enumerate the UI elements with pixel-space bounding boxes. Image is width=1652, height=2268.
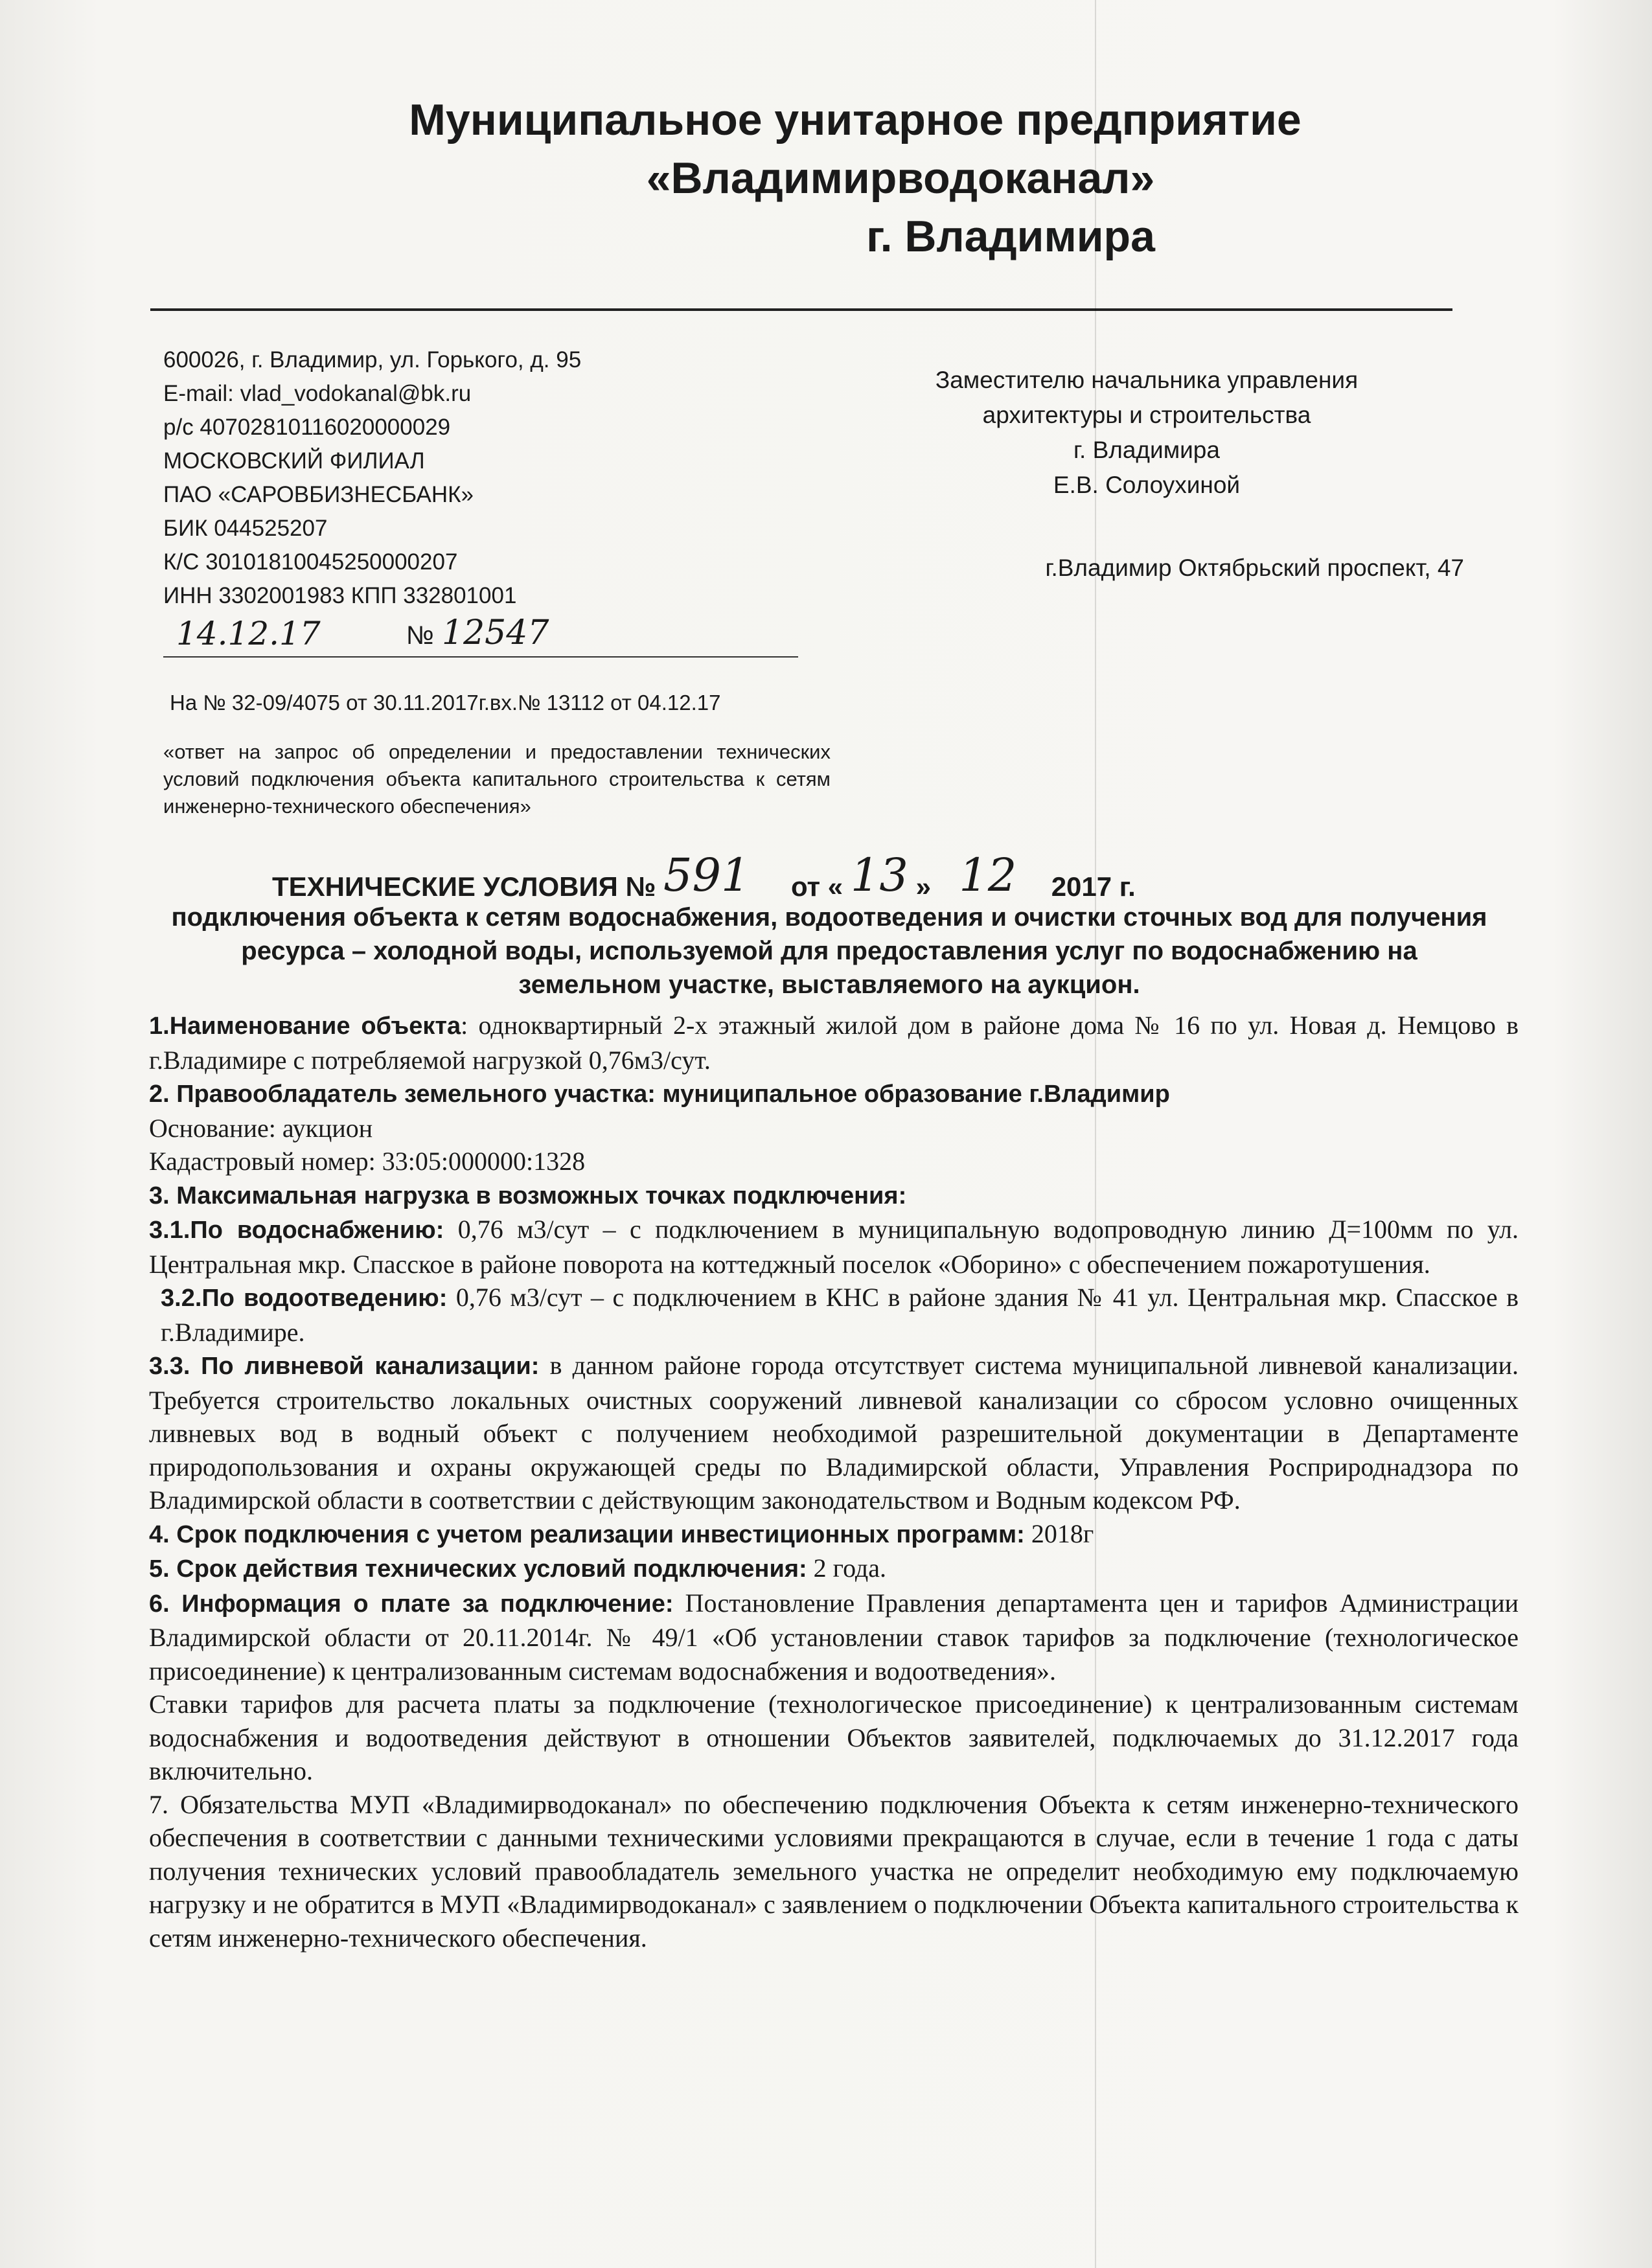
document-body	[149, 1009, 1519, 1954]
reference-line: На № 32-09/4075 от 30.11.2017г.вх.№ 13112 от 04.12.17	[170, 691, 721, 715]
item-2-label: 2. Правообладатель земельного участка: муниципальное образование г.Владимир	[149, 1081, 1170, 1108]
item-3-3-text: в данном районе города отсутствует система муниципальной ливневой канализации. Требуется строительство локальных очистных сооружений ливневой канализации со сбросом условно очищенных ливневых вод в водный объект с получением необходимой разрешительной документации в Департаменте природопользования и охраны окружающей среды по Владимирской области, Управления Росприроднадзора по Владимирской области в соответствии с действующим законодательством и Водным кодексом РФ.	[149, 1351, 1519, 1515]
requisite-line: БИК 044525207	[163, 516, 328, 541]
org-name-line3: г. Владимира	[866, 212, 1155, 261]
item-2-basis: Основание: аукцион	[149, 1113, 373, 1143]
requisite-line: 600026, г. Владимир, ул. Горького, д. 95	[163, 347, 582, 372]
item-1-label: 1.Наименование объекта	[149, 1013, 461, 1040]
requisite-line: К/С 30101810045250000207	[163, 549, 458, 575]
subject-text: «ответ на запрос об определении и предоставлении технических условий подключения объекта капитального строительства к сетям инженерно-технического обеспечения»	[163, 740, 831, 818]
item-5	[149, 1552, 1519, 1586]
item-2-cadastral: Кадастровый номер: 33:05:000000:1328	[149, 1147, 586, 1176]
requisite-line: E-mail: vlad_vodokanal@bk.ru	[163, 381, 472, 406]
item-3-2-text: 0,76 м3/сут – с подключением в КНС в районе здания № 41 ул. Центральная мкр. Спасское в г.Владимире.	[161, 1283, 1519, 1347]
item-3-1	[149, 1213, 1519, 1281]
addressee-line: г. Владимира	[1073, 437, 1220, 463]
item-3-1-label: 3.1.По водоснабжению:	[149, 1217, 444, 1244]
requisite-line: р/с 40702810116020000029	[163, 415, 451, 440]
item-6-label: 6. Информация о плате за подключение:	[149, 1590, 674, 1618]
title-mid: »	[915, 871, 931, 902]
outgoing-number	[163, 613, 798, 658]
document-subtitle: подключения объекта к сетям водоснабжения, водоотведения и очистки сточных вод для получения ресурса – холодной воды, используемой для предоставления услуг по водоснабжению на земельном участке, выставляемого на аукцион.	[171, 903, 1487, 999]
addressee-line: Е.В. Солоухиной	[1053, 472, 1241, 498]
letterhead	[259, 91, 1425, 266]
org-name-line2: «Владимирводоканал»	[646, 154, 1155, 203]
item-3-label: 3. Максимальная нагрузка в возможных точках подключения:	[149, 1182, 907, 1209]
item-4-label: 4. Срок подключения с учетом реализации инвестиционных программ:	[149, 1520, 1025, 1548]
item-3-2	[149, 1281, 1519, 1349]
title-day: 13	[850, 849, 908, 902]
paper-fold-line	[1095, 0, 1096, 2268]
outgoing-number-label: №	[406, 621, 434, 650]
header-divider	[150, 308, 1452, 311]
outgoing-number-value: 12547	[442, 613, 549, 652]
item-1-text: : одноквартирный 2-х этажный жилой дом в районе дома № 16 по ул. Новая д. Немцово в г.Владимире с потребляемой нагрузкой 0,76м3/сут.	[149, 1011, 1519, 1075]
item-6-extra: Ставки тарифов для расчета платы за подключение (технологическое присоединение) к централизованным системам водоснабжения и водоотведения действуют в отношении Объектов заявителей, подключаемых до 31.12.2017 года включительно.	[149, 1690, 1519, 1785]
title-number: 591	[663, 849, 750, 902]
addressee-line: Заместителю начальника управления	[935, 367, 1359, 393]
item-5-label: 5. Срок действия технических условий подключения:	[149, 1555, 807, 1583]
outgoing-date: 14.12.17	[176, 615, 321, 652]
title-from: от «	[790, 871, 843, 902]
item-3	[149, 1178, 1519, 1213]
item-3-2-label: 3.2.По водоотведению:	[161, 1285, 448, 1312]
org-name-line1: Муниципальное унитарное предприятие	[409, 95, 1302, 144]
addressee-street: г.Владимир Октябрьский проспект, 47	[1045, 555, 1464, 581]
title-year: 2017 г.	[1051, 871, 1136, 902]
addressee-line: архитектуры и строительства	[982, 402, 1311, 428]
item-7: 7. Обязательства МУП «Владимирводоканал» по обеспечению подключения Объекта к сетям инженерно-технического обеспечения в соответствии с данными техническими условиями прекращаются в случае, если в течение 1 года с даты получения технических условий правообладатель земельного участка не определит необходимую ему подключаемую нагрузку и не обратится в МУП «Владимирводоканал» с заявлением о подключении Объекта капитального строительства к сетям инженерно-технического обеспечения.	[149, 1789, 1519, 1953]
item-3-3-label: 3.3. По ливневой канализации:	[149, 1353, 540, 1380]
item-1	[149, 1009, 1519, 1077]
outgoing-underline	[163, 656, 798, 658]
requisite-line: ПАО «САРОВБИЗНЕСБАНК»	[163, 482, 474, 507]
title-prefix: ТЕХНИЧЕСКИЕ УСЛОВИЯ №	[272, 871, 656, 902]
item-3-1-text: 0,76 м3/сут – с подключением в муниципальную водопроводную линию Д=100мм по ул. Центральная мкр. Спасское в районе поворота на коттеджный поселок «Оборино» с обеспечением пожаротушения.	[149, 1215, 1519, 1279]
item-2	[149, 1077, 1519, 1112]
requisite-line: ИНН 3302001983 КПП 332801001	[163, 583, 517, 608]
item-6	[149, 1586, 1519, 1688]
requisite-line: МОСКОВСКИЙ ФИЛИАЛ	[163, 448, 425, 474]
item-5-text: 2 года.	[807, 1553, 887, 1583]
item-6-text: Постановление Правления департамента цен и тарифов Администрации Владимирской области от 20.11.2014г. № 49/1 «Об установлении ставок тарифов за подключение (технологическое присоединение) к централизованным системам водоснабжения и водоотведения».	[149, 1588, 1519, 1686]
requisites-block	[163, 343, 581, 613]
item-4-text: 2018г	[1024, 1518, 1094, 1548]
addressee-block	[894, 363, 1399, 503]
title-month: 12	[959, 849, 1017, 902]
document-title	[272, 849, 1373, 907]
item-4	[149, 1517, 1519, 1552]
item-3-3	[149, 1349, 1519, 1517]
